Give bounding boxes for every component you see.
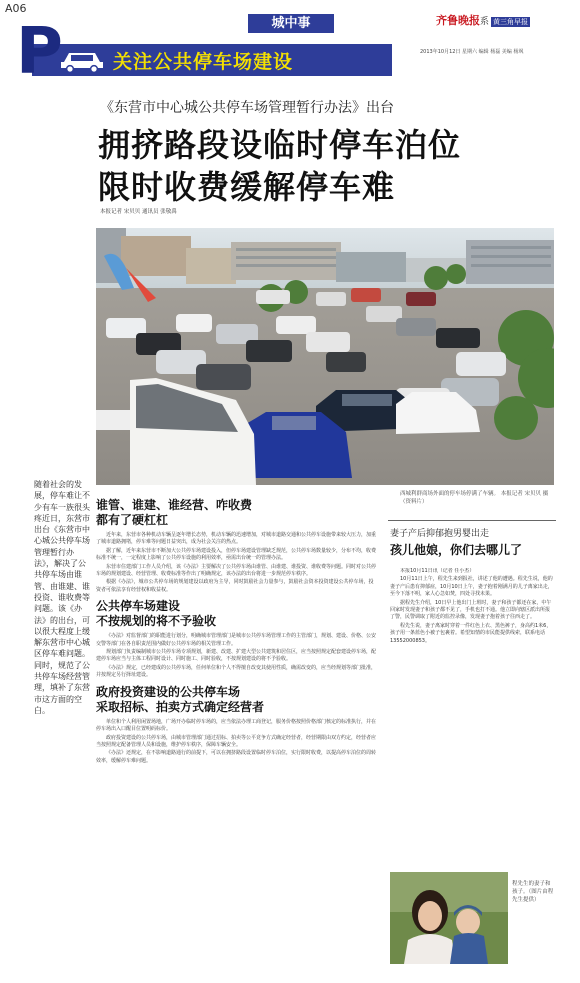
paragraph: 单位和个人利用闲置场地，广场开办临时停车场的，应当依法办理工商登记，服务价格按照价格部门核定的标准执行，并在停车场出入口醒目位置明码标价。 — [96, 718, 377, 733]
subhead-1-line-1: 谁管、谁建、谁经营、咋收费 — [96, 498, 253, 512]
side-article-body — [390, 568, 554, 868]
mother-child-caption: 程先生的妻子和孩子。（图片由程先生提供） — [512, 881, 554, 903]
kicker-line: 《东营市中心城公共停车场管理暂行办法》出台 — [100, 100, 394, 116]
summary-column: 随着社会的发展，停车难让不少有车一族很头疼近日，东营市出台《东营市中心城公共停车场管理暂行办法》，解决了公共停车场由谁管、由谁建、谁投资、谁收费等问题。该《办法》的出台，可以很大程度上缓解东营市中心城区停车难问题。同时，规范了公共停车场经营管理，填补了东营市这方面的空白。 — [34, 480, 90, 715]
subhead-2-line-1: 公共停车场建设 — [96, 599, 181, 614]
section-label: 城中事 — [271, 16, 311, 31]
subhead-2-line-2: 不按规划的将不予验收 — [96, 614, 217, 629]
headline-line-1: 拥挤路段设临时停车泊位 — [98, 126, 462, 164]
side-title-2: 孩儿他娘，你们去哪儿了 — [390, 543, 523, 557]
newspaper-name: 齐鲁晚报 — [436, 14, 480, 27]
side-title-1: 妻子产后抑郁抱男婴出走 — [390, 529, 490, 539]
banner-letter: P — [16, 15, 63, 89]
masthead-logo — [436, 9, 578, 25]
paragraph: 《办法》对监督部门的职能进行划分，明确城市管理部门是城市公共停车场管理工作的主管部门，规划、建设、价格、公安交警等部门在各自职责范围内做好公共停车场的相关管理工作。 — [96, 633, 377, 647]
byline: 本报记者 宋贝贝 通讯员 张敬禹 — [100, 209, 177, 215]
article-body — [96, 498, 378, 958]
paragraph: 程先生说，妻子离家时穿着一件红色上衣、黑色裤子，身高约1米6，孩子用一条蓝色小被子包裹着。希望知情的市民能提供线索，联系电话13552000853。 — [390, 622, 552, 644]
subhead-3-line-2: 采取招标、拍卖方式确定经营者 — [96, 699, 265, 714]
section-1-text — [96, 532, 378, 594]
subhead-3-line-1: 政府投资建设的公共停车场 — [96, 684, 241, 699]
section-2-text — [96, 633, 378, 679]
paragraph: 10月11日上午，程先生来到报社，讲述了他的遭遇。程先生说，他的妻子产后患有抑郁症，10月10日上午，妻子抱着刚满月的儿子离家出走，至今下落不明，家人心急如焚，四处寻找未果。 — [390, 576, 553, 598]
paragraph: 据了解，近年来东营市不断加大公共停车场建设投入，但停车场建设管理缺乏规范，公共停车场数量较少，分布不均，收费标准不统一，一定程度上影响了公共停车设施的利用效率，亟需出台统一的管理办法。 — [96, 547, 377, 562]
mother-child-photo — [390, 872, 508, 964]
paragraph: 政府投资建设的公共停车场，由城市管理部门通过招标、拍卖等公平竞争方式确定经营者，经营期限由双方约定，经营者应当按照规定配备管理人员和设施，维护停车秩序，保障车辆安全。 — [96, 734, 377, 748]
subhead-1-line-2: 都有了硬杠杠 — [96, 513, 169, 527]
paragraph: 据程先生介绍，10日早上他出门上班时，妻子和孩子都还在家，中午回家时发现妻子和孩子都不见了，手机也打不通。他立即向辖区派出所报了警，民警调取了附近的监控录像，发现妻子抱着孩子往西走了。 — [390, 599, 552, 621]
side-text — [390, 568, 554, 645]
section-3-text — [96, 719, 378, 765]
paragraph: 近年来，东营市各种机动车辆呈逐年增长态势，机动车辆的迅速增加，对城市道路交通和公共停车设施带来较大压力，加重了城市道路拥堵，停车难等问题日益突出，成为社会关注的热点。 — [96, 532, 377, 546]
newspaper-suffix: 系 — [480, 17, 490, 27]
paragraph: 规划部门负责编制城市公共停车场专项规划，新建、改建、扩建大型公共建筑和居住区，应当按照规定配套建设停车场，配建停车场应当与主体工程同时设计、同时施工、同时验收，不按规划建设的将不予验收。 — [96, 649, 377, 663]
paragraph: 《办法》规定，已经建成的公共停车场，任何单位和个人不得擅自改变其使用性质，确需改变的，应当经规划等部门批准，并按规定另行择址建设。 — [96, 664, 377, 679]
edition-badge: 黄三角早报 — [493, 18, 529, 26]
page-number: A06 — [5, 2, 27, 15]
paragraph: 《办法》还规定，在不影响道路通行的前提下，可以在拥挤路段设置临时停车泊位，实行限时收费，以提高停车泊位的周转效率，缓解停车难问题。 — [96, 750, 377, 764]
date-editor-line: 2013年10月12日 星期六 编辑 杨磊 美编 杨飒 — [420, 49, 524, 55]
photo-caption: 西城利群商场外面的停车场停满了车辆。 本报记者 宋贝贝 摄（资料片） — [400, 491, 549, 505]
parking-lot-photo — [96, 228, 554, 485]
paragraph: 东营市住建部门工作人员介绍，该《办法》主要解决了公共停车场由谁管、由谁建、谁投资、谁收费等问题。同时对公共停车场的规划建设、经营管理、收费标准等作出了明确规定，该办法的出台将进一步规范停车秩序。 — [96, 563, 377, 578]
car-icon — [58, 47, 106, 73]
side-byline: 本报10月11日讯（记者 任小杰） — [400, 568, 475, 574]
paragraph: 根据《办法》，城市公共停车场的规划建设以政府为主导，同时鼓励社会力量参与，鼓励社会资本投资建设公共停车场，投资者可依法享有经营权和收益权。 — [96, 579, 374, 593]
headline-line-2: 限时收费缓解停车难 — [98, 168, 396, 206]
banner-title: 关注公共停车场建设 — [113, 51, 294, 73]
side-article-rule — [388, 520, 556, 521]
